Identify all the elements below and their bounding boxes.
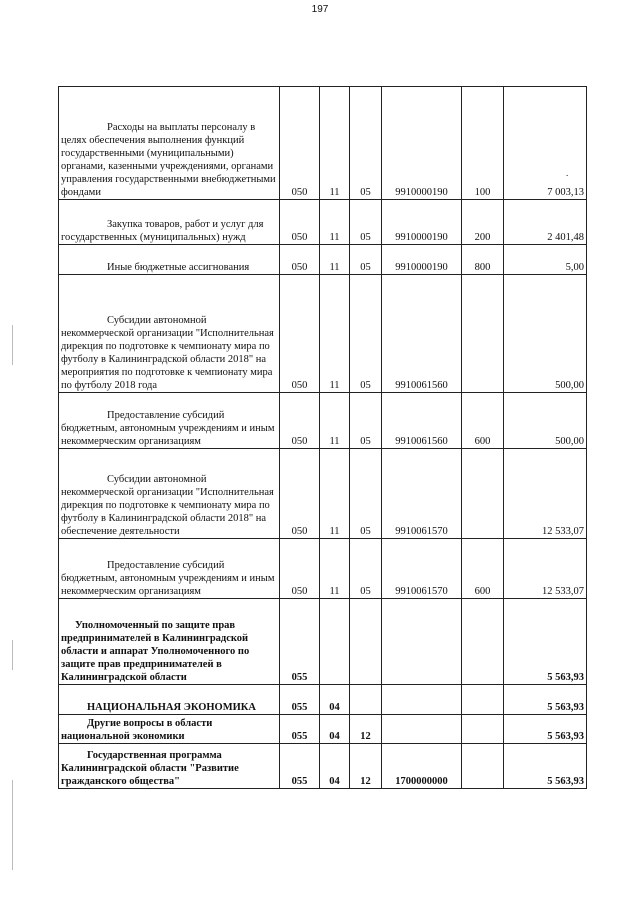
cell-csr: 9910000190 [382,200,462,245]
row-description: Другие вопросы в области национальной экономики [61,718,213,742]
cell-ved: 050 [280,245,320,275]
cell-sum: 500,00 [504,275,587,393]
row-description: Расходы на выплаты персоналу в целях обеспечения выполнения функций государственными (муниципальными) органами, казенными учреждениями, органами управления государственными внебюджетными фондами [61,122,276,198]
binding-margin-mark [12,640,13,670]
row-description: Субсидии автономной некоммерческой организации "Исполнительная дирекция по подготовке к чемпионату мира по футболу в Калининградской области 2018" на мероприятия по подготовке к чемпионату мира по футболу 2018 года [61,315,274,391]
cell-ved: 055 [280,685,320,715]
cell-rz: 11 [320,393,350,449]
cell-rz: 11 [320,539,350,599]
binding-margin-mark [12,780,13,870]
cell-sum: 2 401,48 [504,200,587,245]
cell-sum: 5 563,93 [504,715,587,744]
cell-csr: 9910061570 [382,449,462,539]
cell-csr: 9910061570 [382,539,462,599]
cell-rz [320,599,350,685]
cell-csr [382,715,462,744]
table-row [59,685,587,715]
cell-rz: 11 [320,275,350,393]
table-row [59,275,587,393]
cell-sum: 5,00 [504,245,587,275]
cell-csr: 9910000190 [382,87,462,200]
row-description: Закупка товаров, работ и услуг для государственных (муниципальных) нужд [61,219,264,243]
row-description: Иные бюджетные ассигнования [107,262,250,273]
table-row [59,393,587,449]
cell-ved: 055 [280,599,320,685]
cell-pr [350,685,382,715]
cell-sum: 5 563,93 [504,685,587,715]
cell-sum: 12 533,07 [504,539,587,599]
cell-sum: 5 563,93 [504,744,587,789]
cell-pr [350,599,382,685]
row-description: Субсидии автономной некоммерческой организации "Исполнительная дирекция по подготовке к чемпионату мира по футболу в Калининградской области 2018" на обеспечение деятельности [61,474,274,537]
table-row [59,200,587,245]
cell-pr: 05 [350,87,382,200]
cell-pr: 05 [350,449,382,539]
cell-vr: 800 [462,245,504,275]
cell-pr: 05 [350,393,382,449]
table-row [59,87,587,200]
cell-rz: 11 [320,87,350,200]
binding-margin-mark [12,325,13,365]
cell-ved: 050 [280,87,320,200]
cell-csr [382,685,462,715]
cell-ved: 050 [280,539,320,599]
row-description: Предоставление субсидий бюджетным, автономным учреждениям и иным некоммерческим организациям [61,410,275,447]
table-row [59,539,587,599]
cell-pr: 12 [350,715,382,744]
row-description: Государственная программа Калининградской области "Развитие гражданского общества" [61,750,239,787]
cell-ved: 050 [280,449,320,539]
cell-ved: 050 [280,393,320,449]
cell-csr: 1700000000 [382,744,462,789]
cell-sum: 500,00 [504,393,587,449]
cell-sum: 7 003,13 [504,87,587,200]
cell-pr: 05 [350,200,382,245]
cell-vr: 600 [462,539,504,599]
cell-vr: 600 [462,393,504,449]
cell-ved: 055 [280,715,320,744]
cell-rz: 04 [320,715,350,744]
cell-vr [462,449,504,539]
table-row [59,715,587,744]
cell-vr [462,685,504,715]
page-number: 197 [311,4,329,15]
cell-vr [462,744,504,789]
stray-mark: . [566,168,569,178]
cell-vr [462,599,504,685]
cell-sum: 12 533,07 [504,449,587,539]
cell-vr [462,715,504,744]
table-row [59,599,587,685]
cell-rz: 11 [320,449,350,539]
cell-pr: 05 [350,539,382,599]
cell-rz: 04 [320,744,350,789]
cell-vr [462,275,504,393]
cell-ved: 055 [280,744,320,789]
cell-csr: 9910000190 [382,245,462,275]
cell-csr [382,599,462,685]
row-description: Уполномоченный по защите прав предпринимателей в Калининградской области и аппарат Уполномоченного по защите прав предпринимателей в Калининградской области [61,620,250,683]
budget-table [58,86,587,789]
cell-ved: 050 [280,200,320,245]
row-description: Предоставление субсидий бюджетным, автономным учреждениям и иным некоммерческим организациям [61,560,275,597]
cell-pr: 05 [350,245,382,275]
table-row [59,449,587,539]
cell-ved: 050 [280,275,320,393]
cell-vr: 100 [462,87,504,200]
row-description: НАЦИОНАЛЬНАЯ ЭКОНОМИКА [87,702,256,713]
cell-sum: 5 563,93 [504,599,587,685]
cell-rz: 04 [320,685,350,715]
cell-pr: 12 [350,744,382,789]
table-row [59,245,587,275]
cell-csr: 9910061560 [382,393,462,449]
cell-rz: 11 [320,245,350,275]
cell-csr: 9910061560 [382,275,462,393]
cell-pr: 05 [350,275,382,393]
cell-vr: 200 [462,200,504,245]
cell-rz: 11 [320,200,350,245]
table-row [59,744,587,789]
